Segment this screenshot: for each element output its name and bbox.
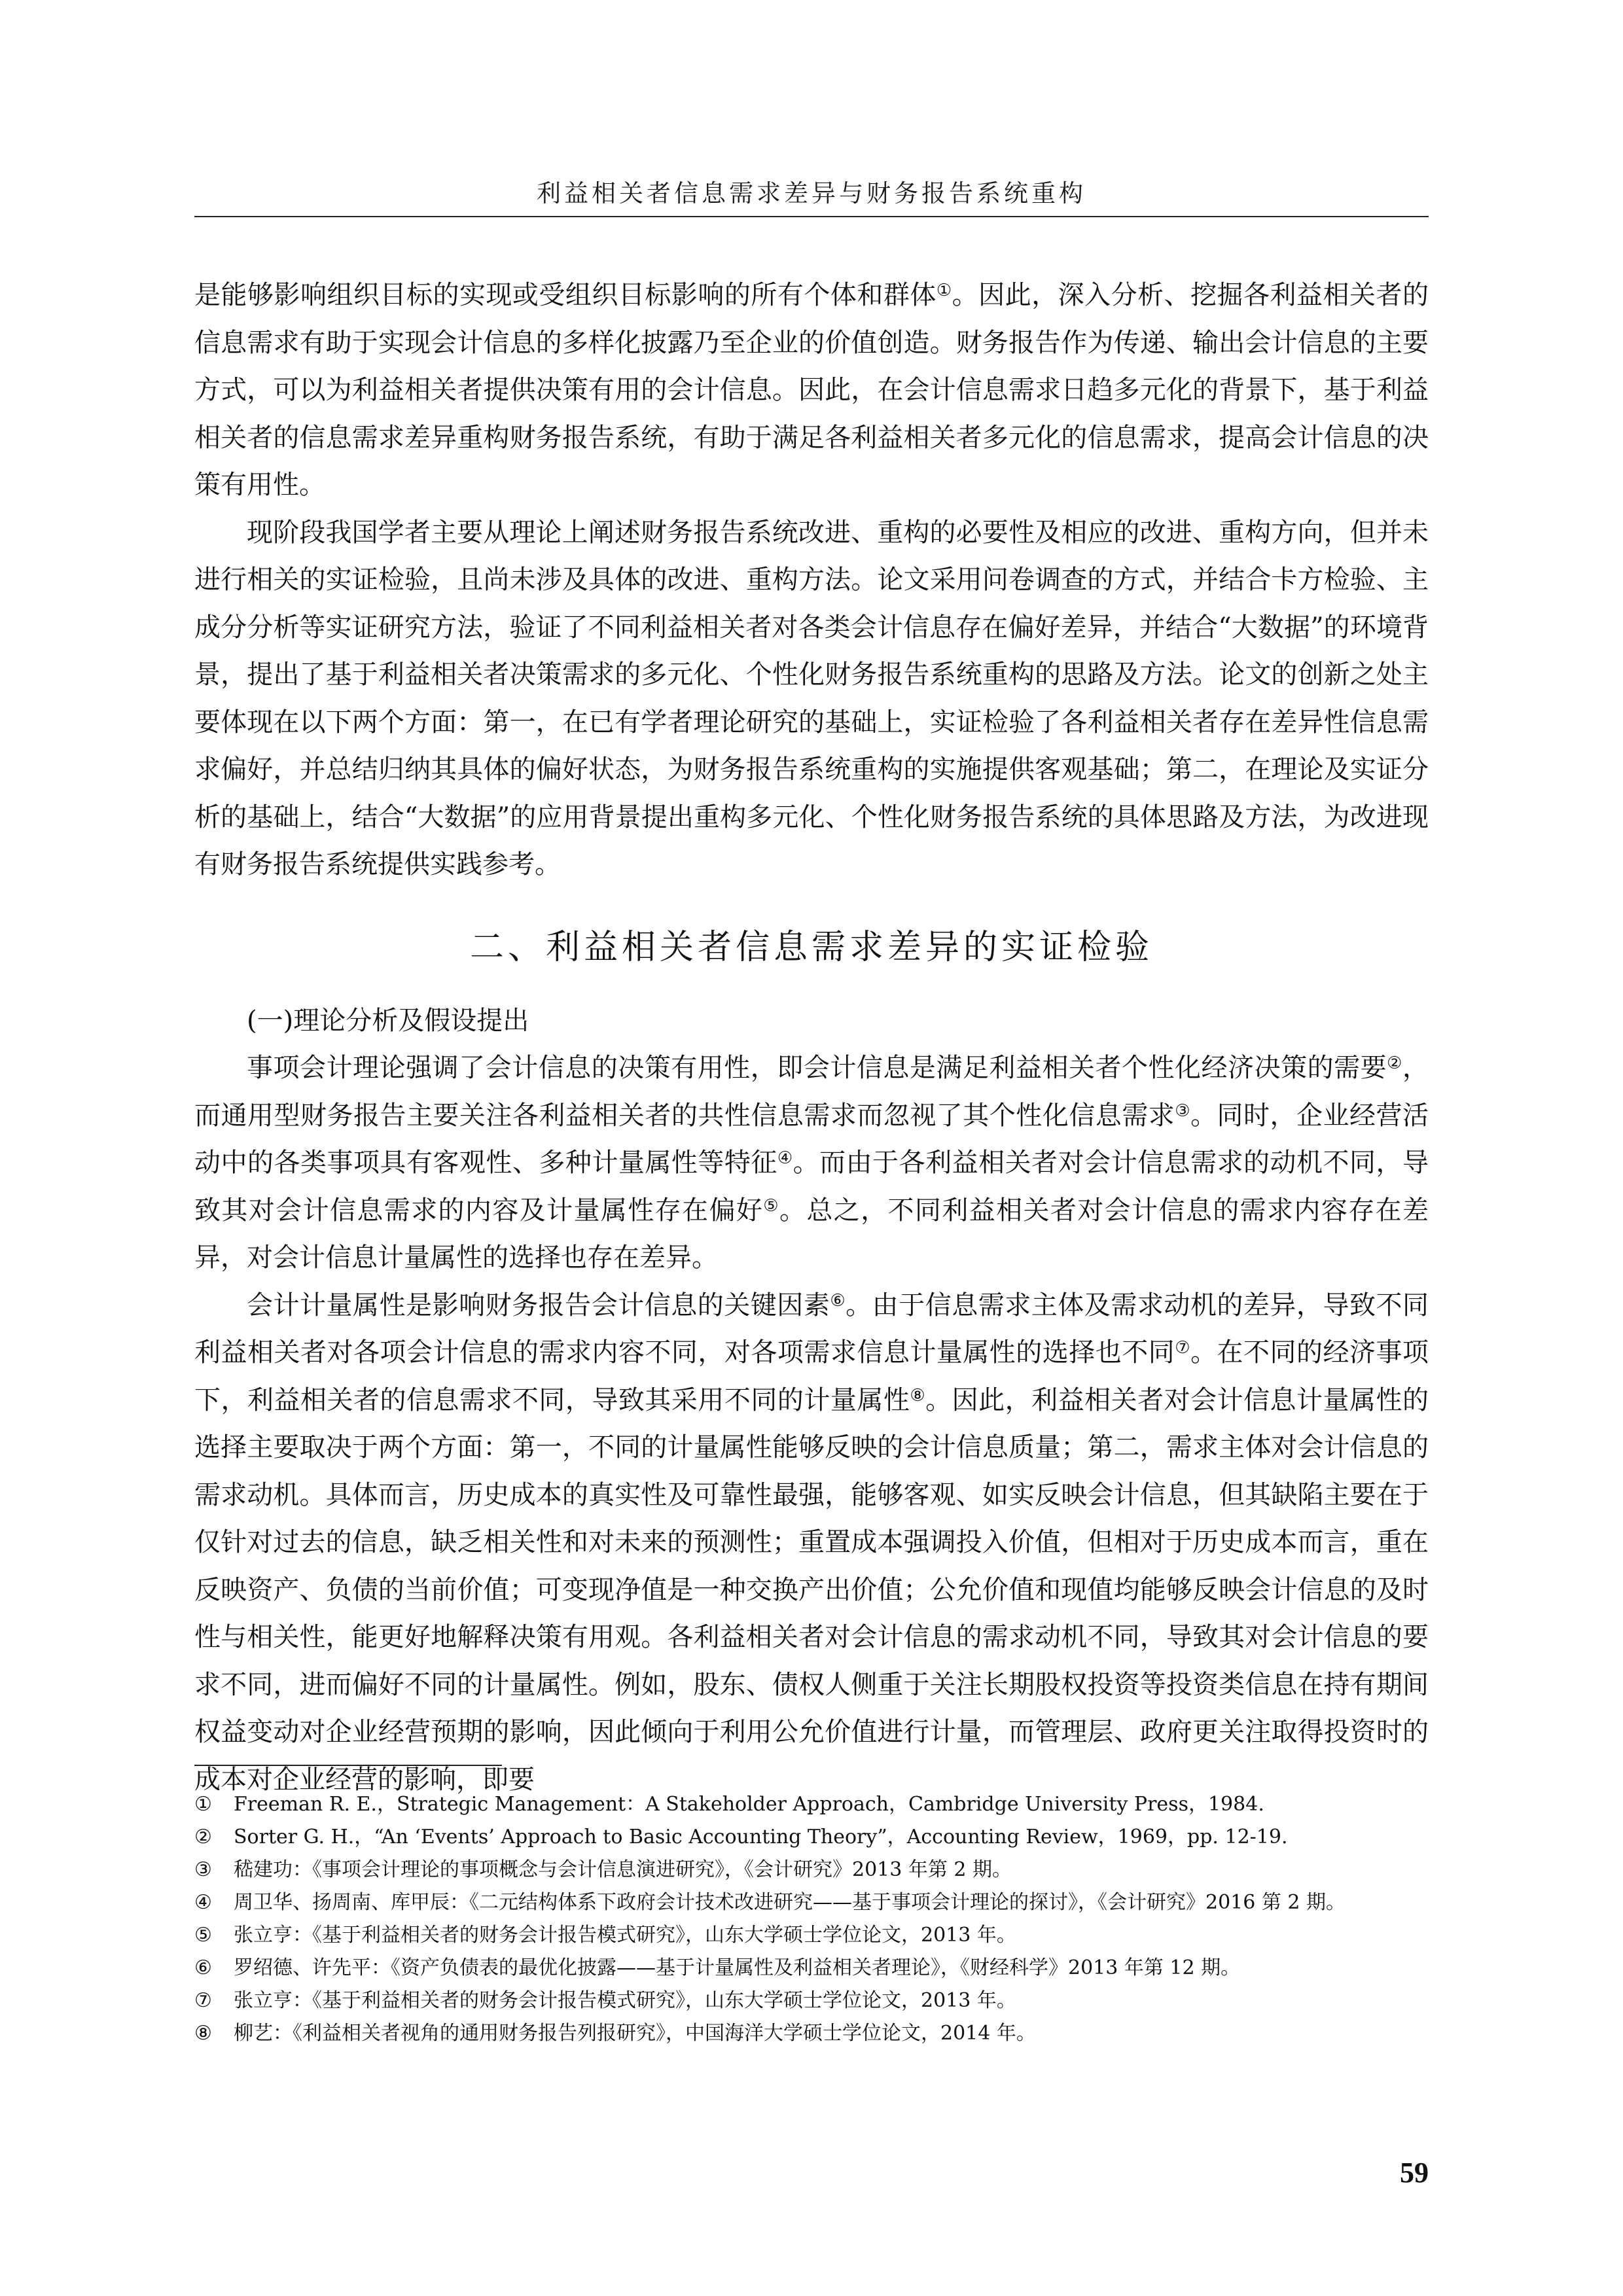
footnote-3 [194,1854,1429,1886]
footnote-text: 罗绍德、许先平：《资产负债表的最优化披露——基于计量属性及利益相关者理论》，《财经科学》2013 年第 12 期。 [234,1956,1241,1979]
section-heading: 二、利益相关者信息需求差异的实证检验 [469,927,1153,967]
footnote-marker: ⑥ [194,1956,212,1979]
footnote-marker: ② [194,1826,212,1848]
paragraph-3-text-1: 事项会计理论强调了会计信息的决策有用性，即会计信息是满足利益相关者个性化经济决策的需要 [247,1053,1387,1083]
paragraph-1-text-b: 。因此，深入分析、挖掘各利益相关者的信息需求有助于实现会计信息的多样化披露乃至企业的价值创造。财务报告作为传递、输出会计信息的主要方式，可以为利益相关者提供决策有用的会计信息。因此，在会计信息需求日趋多元化的背景下，基于利益相关者的信息需求差异重构财务报告系统，有助于满足各利益相关者多元化的信息需求，提高会计信息的决策有用性。 [194,280,1429,500]
paragraph-3-text-2: ，而通用型财务报告主要关注各利益相关者的共性信息需求而忽视了其个性化信息需求 [194,1053,1429,1131]
footnote-marker: ⑤ [194,1924,212,1947]
footnote-ref-1[interactable]: ① [936,281,952,300]
paragraph-3-text-5: 。总之，不同利益相关者对会计信息的需求内容存在差异，对会计信息计量属性的选择也存在差异。 [194,1195,1429,1273]
footnote-text: 张立亨：《基于利益相关者的财务会计报告模式研究》，山东大学硕士学位论文，2013 年。 [234,1989,1016,2012]
paragraph-3 [194,1044,1429,1282]
footnote-ref-4[interactable]: ④ [777,1148,793,1168]
footnote-1 [194,1788,1429,1821]
paragraph-4-text-2: 。由于信息需求主体及需求动机的差异，导致不同利益相关者对各项会计信息的需求内容不同，对各项需求信息计量属性的选择也不同 [194,1290,1429,1368]
footnote-ref-7[interactable]: ⑦ [1175,1338,1191,1358]
footnote-text: Freeman R. E.，Strategic Management：A Stakeholder Approach，Cambridge University Press，1984. [234,1793,1264,1816]
footnote-ref-2[interactable]: ② [1387,1053,1402,1073]
header-rule [194,216,1429,217]
footnote-marker: ⑧ [194,2022,212,2045]
footnote-text: 张立亨：《基于利益相关者的财务会计报告模式研究》，山东大学硕士学位论文，2013 年。 [234,1924,1016,1947]
paragraph-4-text-1: 会计计量属性是影响财务报告会计信息的关键因素 [247,1290,830,1320]
footnote-rule [194,1765,502,1766]
footnote-ref-3[interactable]: ③ [1175,1101,1191,1121]
paragraph-4 [194,1282,1429,1804]
paragraph-4-text-3: 。在不同的经济事项下，利益相关者的信息需求不同，导致其采用不同的计量属性 [194,1337,1429,1415]
footnote-ref-6[interactable]: ⑥ [830,1290,846,1311]
paragraph-4-text-4: 。因此，利益相关者对会计信息计量属性的选择主要取决于两个方面：第一，不同的计量属性能够反映的会计信息质量；第二，需求主体对会计信息的需求动机。具体而言，历史成本的真实性及可靠性最强，能够客观、如实反映会计信息，但其缺陷主要在于仅针对过去的信息，缺乏相关性和对未来的预测性；重置成本强调投入价值，但相对于历史成本而言，重在反映资产、负债的当前价值；可变现净值是一种交换产出价值；公允价值和现值均能够反映会计信息的及时性与相关性，能更好地解释决策有用观。各利益相关者对会计信息的需求动机不同，导致其对会计信息的要求不同，进而偏好不同的计量属性。例如，股东、债权人侧重于关注长期股权投资等投资类信息在持有期间权益变动对企业经营预期的影响，因此倾向于利用公允价值进行计量，而管理层、政府更关注取得投资时的成本对企业经营的影响，即要 [194,1385,1429,1795]
footnote-marker: ④ [194,1891,212,1914]
footnote-text: 周卫华、扬周南、库甲辰：《二元结构体系下政府会计技术改进研究——基于事项会计理论的探讨》，《会计研究》2016 第 2 期。 [234,1891,1346,1914]
body-text [194,272,1429,1803]
footnote-ref-5[interactable]: ⑤ [763,1195,779,1216]
footnote-marker: ③ [194,1858,212,1881]
footnote-7 [194,1985,1429,2017]
paragraph-3-text-3: 。同时，企业经营活动中的各类事项具有客观性、多种计量属性等特征 [194,1100,1429,1178]
footnote-6 [194,1952,1429,1985]
paragraph-3-text-4: 。而由于各利益相关者对会计信息需求的动机不同，导致其对会计信息需求的内容及计量属性存在偏好 [194,1148,1429,1226]
paragraph-1 [194,272,1429,509]
footnote-5 [194,1919,1429,1952]
footnotes [194,1788,1429,2050]
paragraph-2: 现阶段我国学者主要从理论上阐述财务报告系统改进、重构的必要性及相应的改进、重构方向，但并未进行相关的实证检验，且尚未涉及具体的改进、重构方法。论文采用问卷调查的方式，并结合卡方检验、主成分分析等实证研究方法，验证了不同利益相关者对各类会计信息存在偏好差异，并结合“大数据”的环境背景，提出了基于利益相关者决策需求的多元化、个性化财务报告系统重构的思路及方法。论文的创新之处主要体现在以下两个方面：第一，在已有学者理论研究的基础上，实证检验了各利益相关者存在差异性信息需求偏好，并总结归纳其具体的偏好状态，为财务报告系统重构的实施提供客观基础；第二，在理论及实证分析的基础上，结合“大数据”的应用背景提出重构多元化、个性化财务报告系统的具体思路及方法，为改进现有财务报告系统提供实践参考。 [194,517,1429,879]
footnote-marker: ⑦ [194,1989,212,2012]
subsection-heading: (一)理论分析及假设提出 [247,1005,529,1036]
footnote-ref-8[interactable]: ⑧ [910,1385,926,1405]
footnote-text: 柳艺：《利益相关者视角的通用财务报告列报研究》，中国海洋大学硕士学位论文，2014 年。 [234,2022,1036,2045]
footnote-marker: ① [194,1793,212,1816]
running-header: 利益相关者信息需求差异与财务报告系统重构 [537,179,1086,207]
footnote-4 [194,1886,1429,1919]
footnote-text: Sorter G. H.，“An ‘Events’ Approach to Basic Accounting Theory”，Accounting Review，1969，pp. 12-19. [234,1826,1288,1848]
footnote-8 [194,2017,1429,2050]
paragraph-1-text-a: 是能够影响组织目标的实现或受组织目标影响的所有个体和群体 [194,280,936,310]
footnote-2 [194,1821,1429,1854]
page-number: 59 [1400,2157,1429,2189]
footnote-text: 嵇建功：《事项会计理论的事项概念与会计信息演进研究》，《会计研究》2013 年第 2 期。 [234,1858,1012,1881]
